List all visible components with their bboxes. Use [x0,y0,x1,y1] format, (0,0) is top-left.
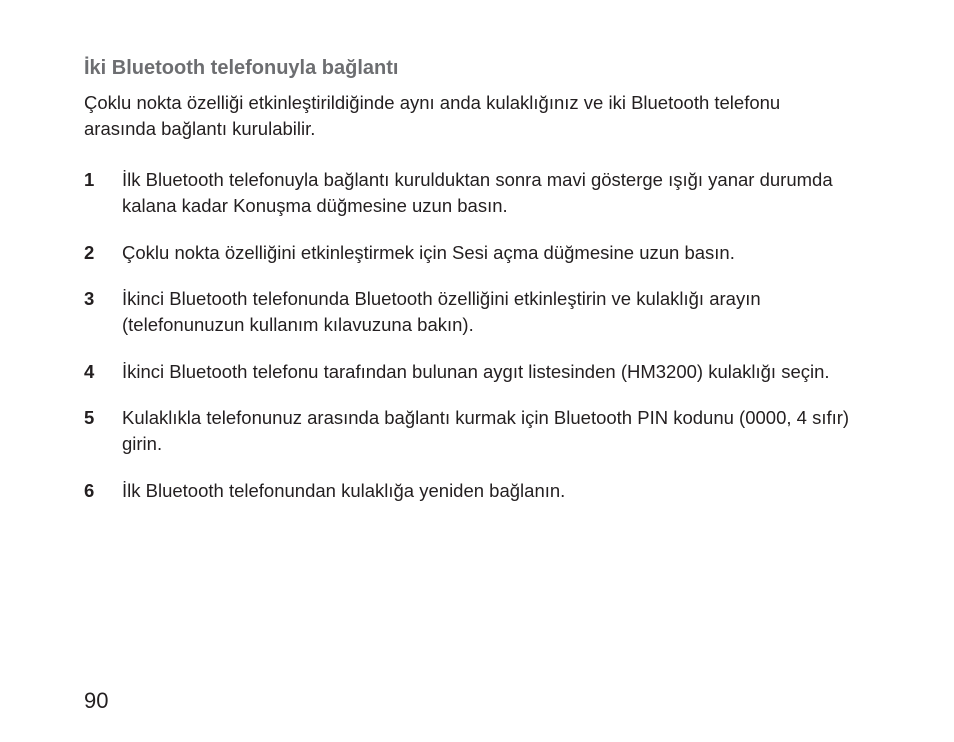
step-number: 3 [84,288,95,309]
step-item [84,286,884,338]
step-item [84,405,884,457]
step-number: 4 [84,360,95,382]
step-text: İkinci Bluetooth telefonu tarafından bulunan aygıt listesinden (HM3200) kulaklığı seçin. [122,360,830,382]
step-text: İlk Bluetooth telefonuyla bağlantı kurulduktan sonra mavi gösterge ışığı yanar durumda kalana kadar Konuşma düğmesine uzun basın. [122,169,833,216]
step-item [84,240,884,266]
page-number: 90 [84,688,109,713]
step-number: 5 [84,407,95,428]
step-text: İkinci Bluetooth telefonunda Bluetooth özelliğini etkinleştirin ve kulaklığı arayın (telefonunuzun kullanım kılavuzuna bakın). [122,288,761,335]
step-item [84,167,884,219]
step-item [84,359,884,385]
step-text: Çoklu nokta özelliğini etkinleştirmek için Sesi açma düğmesine uzun basın. [122,241,735,263]
section-heading: İki Bluetooth telefonuyla bağlantı [84,57,399,79]
step-text: İlk Bluetooth telefonundan kulaklığa yeniden bağlanın. [122,479,566,501]
step-number: 6 [84,479,95,501]
step-text: Kulaklıkla telefonunuz arasında bağlantı kurmak için Bluetooth PIN kodunu (0000, 4 sıfır) girin. [122,407,850,454]
step-number: 2 [84,241,95,263]
step-number: 1 [84,169,95,190]
step-item [84,478,884,504]
intro-paragraph: Çoklu nokta özelliği etkinleştirildiğinde aynı anda kulaklığınız ve iki Bluetooth telefonu arasında bağlantı kurulabilir. [84,92,781,139]
steps-list [84,167,884,524]
